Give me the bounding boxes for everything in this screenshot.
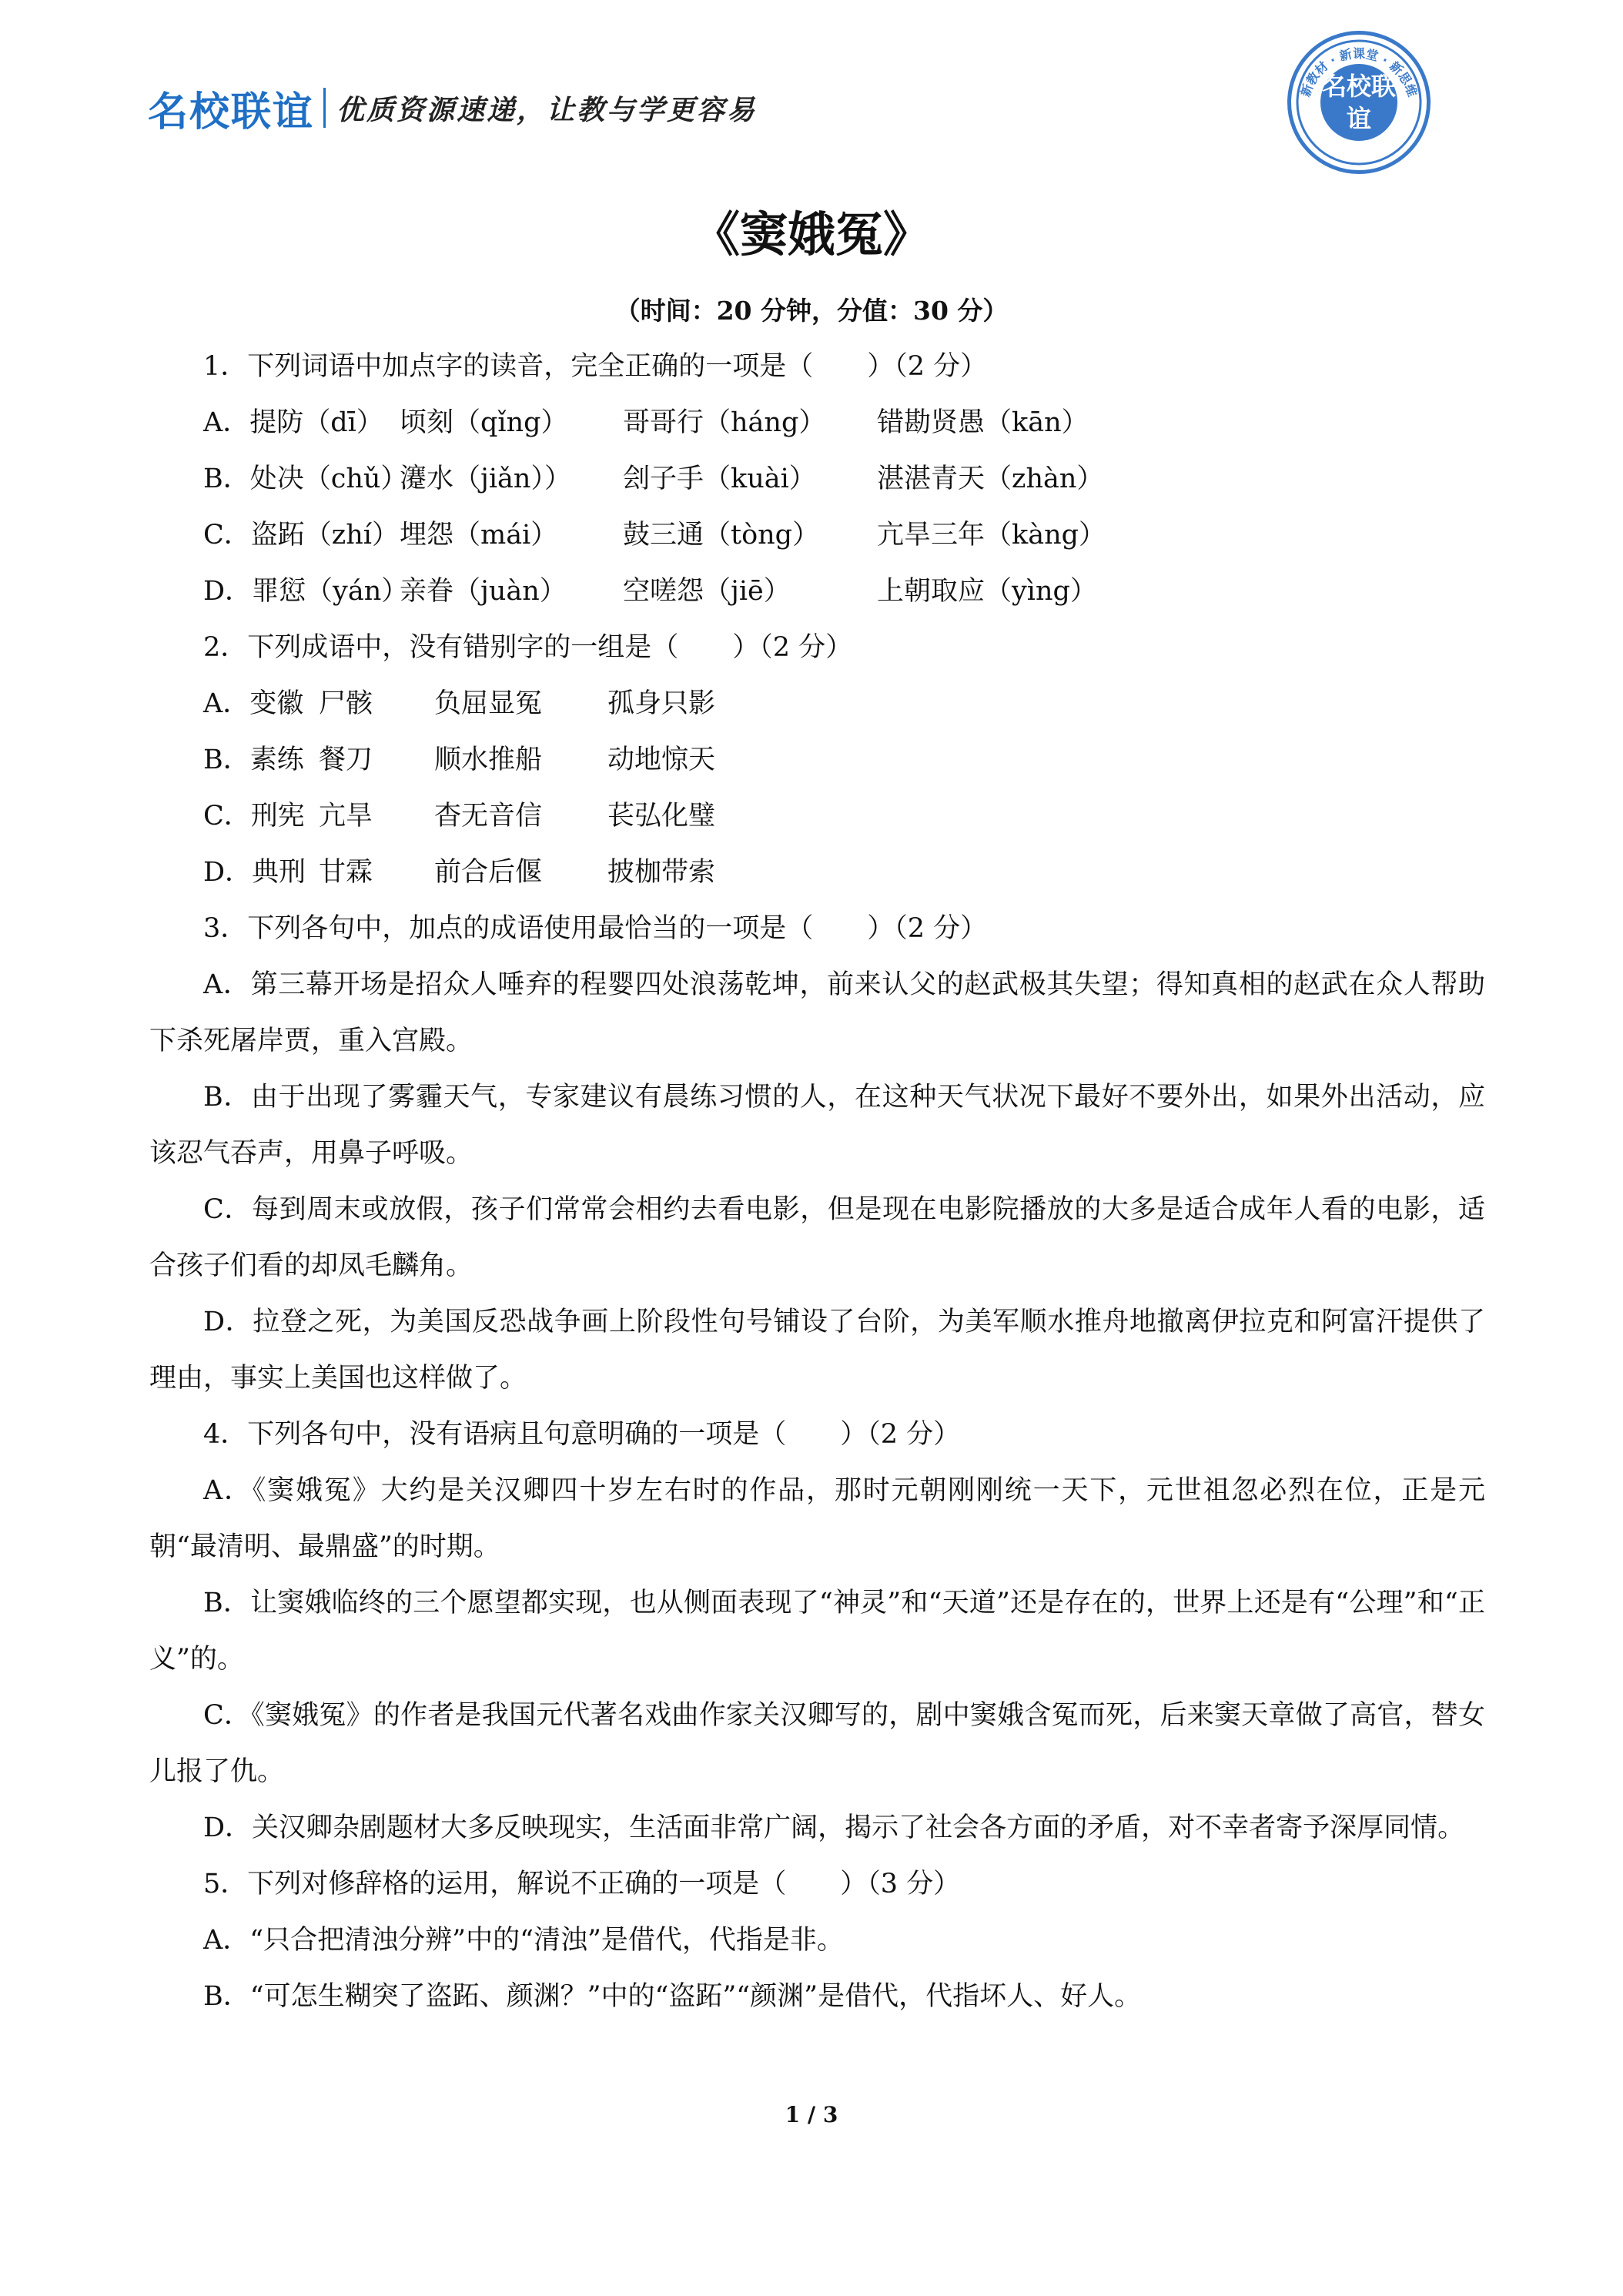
option-text: 上朝取应（yìng） (877, 576, 1097, 607)
option-text: D．罪愆（yán） (203, 576, 409, 607)
option-row (149, 845, 1485, 901)
page-number: 1 / 3 (785, 2102, 838, 2127)
option-row (149, 395, 1485, 451)
question-stem: 4．下列各句中，没有语病且句意明确的一项是（ ）（2 分） (203, 1419, 961, 1450)
option-row (149, 732, 1485, 788)
option-paragraph: D．关汉卿杂剧题材大多反映现实，生活面非常广阔，揭示了社会各方面的矛盾，对不幸者寄予深厚同情。 (203, 1812, 1465, 1843)
option-text: 甘霖 (319, 857, 373, 888)
option-text: 刽子手（kuài） (623, 464, 816, 494)
option-paragraph: B．让窦娥临终的三个愿望都实现，也从侧面表现了“神灵”和“天道”还是存在的，世界上还是有“公理”和“正义”的。 (149, 1588, 1485, 1675)
option-text: 顷刻（qǐng） (400, 407, 568, 438)
option-text: 哥哥行（háng） (623, 407, 826, 438)
header-slogan: 优质资源速递，让教与学更容易 (336, 94, 758, 126)
brand-logo: 名校联谊 (148, 89, 315, 136)
option-paragraph: D．拉登之死，为美国反恐战争画上阶段性句号铺设了台阶，为美军顺水推舟地撤离伊拉克和阿富汗提供了理由，事实上美国也这样做了。 (149, 1307, 1485, 1394)
option-paragraph: A．第三幕开场是招众人唾弃的程婴四处浪荡乾坤，前来认父的赵武极其失望；得知真相的赵武在众人帮助下杀死屠岸贾，重入宫殿。 (149, 969, 1485, 1056)
option-text: B．素练 (203, 745, 304, 775)
option-text: 亢旱 (319, 801, 373, 832)
option-text: 负屈显冤 (434, 688, 543, 719)
option-text: A．变徽 (203, 688, 304, 719)
option-text: 餐刀 (319, 745, 373, 775)
question-stem: 3．下列各句中，加点的成语使用最恰当的一项是（ ）（2 分） (203, 913, 988, 944)
option-row (149, 507, 1485, 564)
option-text: 错勘贤愚（kān） (877, 407, 1089, 438)
option-text: 埋怨（mái） (400, 520, 558, 551)
option-row (149, 788, 1485, 845)
page-title: 《窦娥冤》 (691, 206, 931, 263)
option-paragraph: B．“可怎生糊突了盗跖、颜渊？”中的“盗跖”“颜渊”是借代，代指坏人、好人。 (203, 1981, 1142, 2012)
option-text: 孤身只影 (607, 688, 716, 719)
option-text: 湛湛青天（zhàn） (877, 464, 1104, 494)
option-text: A．提防（dī） (203, 407, 383, 438)
option-text: 亲眷（juàn） (400, 576, 567, 607)
option-row (149, 451, 1485, 507)
option-text: D．典刑 (203, 857, 306, 888)
header-banner (148, 77, 757, 139)
header-divider (323, 88, 326, 128)
option-text: 披枷带索 (607, 857, 716, 888)
option-paragraph: A．《窦娥冤》大约是关汉卿四十岁左右时的作品，那时元朝刚刚统一天下，元世祖忽必烈在位，正是元朝“最清明、最鼎盛”的时期。 (149, 1475, 1485, 1562)
option-text: C．刑宪 (203, 801, 305, 832)
option-text: B．处决（chǔ） (203, 464, 408, 494)
option-text: 鼓三通（tòng） (623, 520, 820, 551)
question-stem: 2．下列成语中，没有错别字的一组是（ ）（2 分） (203, 632, 853, 663)
svg-text:新教材 · 新课堂 · 新思维: 新教材 · 新课堂 · 新思维 (1297, 46, 1421, 99)
option-paragraph: B．由于出现了雾霾天气，专家建议有晨练习惯的人，在这种天气状况下最好不要外出，如果外出活动，应该忍气吞声，用鼻子呼吸。 (149, 1082, 1485, 1169)
option-text: 尸骸 (319, 688, 373, 719)
option-text: 杳无音信 (434, 801, 543, 832)
option-text: 苌弘化璧 (607, 801, 716, 832)
option-text: 亢旱三年（kàng） (877, 520, 1106, 551)
school-seal-logo (1287, 31, 1431, 174)
option-text: 空嗟怨（jiē） (623, 576, 791, 607)
page-subtitle: （时间：20 分钟，分值：30 分） (614, 296, 1009, 326)
question-body (149, 339, 1485, 2025)
option-row (149, 564, 1485, 620)
option-text: 顺水推船 (434, 745, 543, 775)
question-stem: 1．下列词语中加点字的读音，完全正确的一项是（ ）（2 分） (203, 351, 988, 382)
option-paragraph: C．每到周末或放假，孩子们常常会相约去看电影，但是现在电影院播放的大多是适合成年人看的电影，适合孩子们看的却凤毛麟角。 (149, 1194, 1485, 1281)
option-text: 瀽水（jiǎn）） (400, 464, 571, 494)
seal-center-text: 名校联谊 (1320, 64, 1397, 141)
option-row (149, 676, 1485, 732)
option-text: C．盗跖（zhí） (203, 520, 399, 551)
question-stem: 5．下列对修辞格的运用，解说不正确的一项是（ ）（3 分） (203, 1869, 961, 1899)
option-text: 前合后偃 (434, 857, 543, 888)
option-text: 动地惊天 (607, 745, 716, 775)
option-paragraph: A．“只合把清浊分辨”中的“清浊”是借代，代指是非。 (203, 1925, 844, 1956)
option-paragraph: C．《窦娥冤》的作者是我国元代著名戏曲作家关汉卿写的，剧中窦娥含冤而死，后来窦天章做了高官，替女儿报了仇。 (149, 1700, 1485, 1787)
